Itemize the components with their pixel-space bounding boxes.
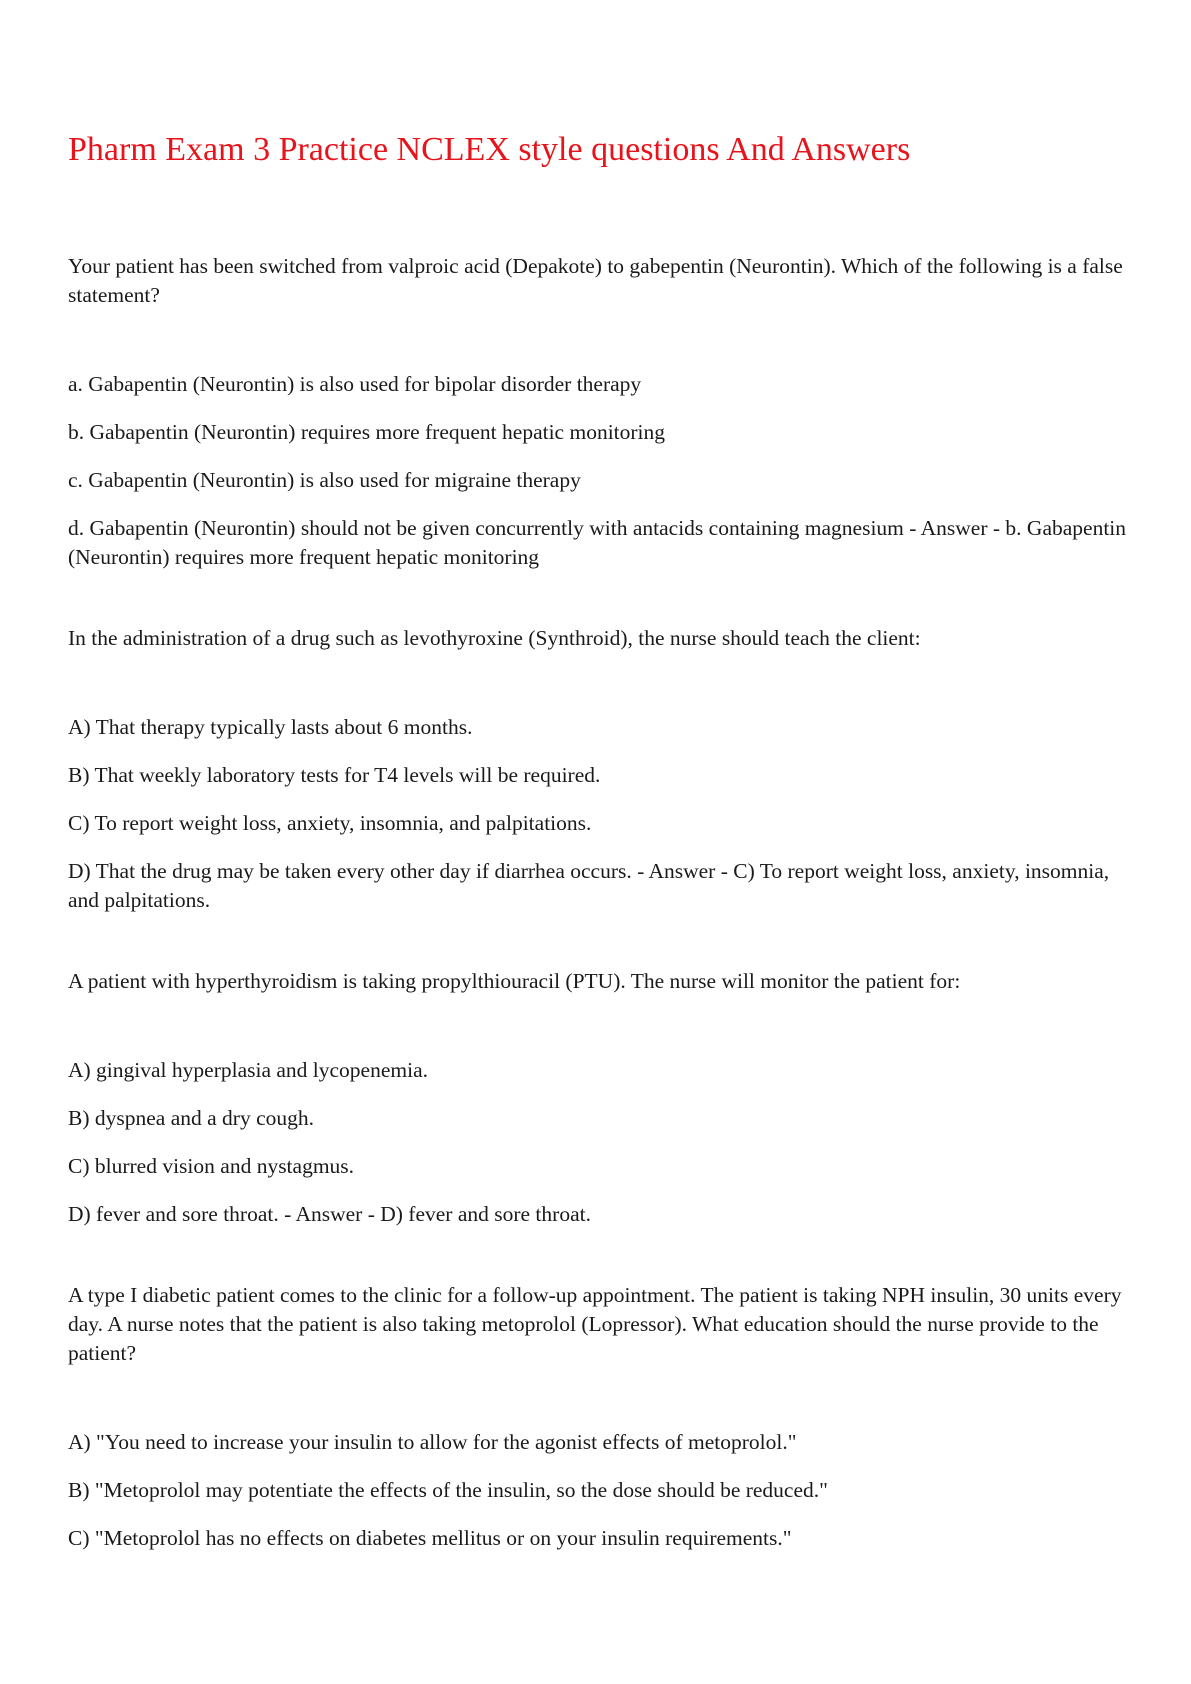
question-stem: A patient with hyperthyroidism is taking propylthiouracil (PTU). The nurse will monitor the patient for: bbox=[68, 969, 961, 993]
answer-option: D) fever and sore throat. - Answer - D) fever and sore throat. bbox=[68, 1202, 591, 1226]
answer-option: C) blurred vision and nystagmus. bbox=[68, 1154, 355, 1178]
answer-option: B) dyspnea and a dry cough. bbox=[68, 1106, 314, 1130]
answer-option: d. Gabapentin (Neurontin) should not be given concurrently with antacids containing magnesium - Answer - b. Gabapentin (Neurontin) requires more frequent hepatic monitoring bbox=[68, 516, 1127, 569]
answer-option: b. Gabapentin (Neurontin) requires more frequent hepatic monitoring bbox=[68, 420, 666, 444]
answer-option: C) "Metoprolol has no effects on diabetes mellitus or on your insulin requirements." bbox=[68, 1526, 792, 1550]
question-4 bbox=[68, 1281, 1128, 1553]
question-stem: A type I diabetic patient comes to the clinic for a follow-up appointment. The patient is taking NPH insulin, 30 units every day. A nurse notes that the patient is also taking metoprolol (Lopressor). What education should the nurse provide to the patient? bbox=[68, 1283, 1122, 1365]
answer-option: B) That weekly laboratory tests for T4 levels will be required. bbox=[68, 763, 601, 787]
question-stem: Your patient has been switched from valproic acid (Depakote) to gabepentin (Neurontin). Which of the following is a false statement? bbox=[68, 254, 1123, 307]
answer-option: C) To report weight loss, anxiety, insomnia, and palpitations. bbox=[68, 811, 592, 835]
question-3 bbox=[68, 967, 1128, 1229]
answer-option: A) "You need to increase your insulin to allow for the agonist effects of metoprolol." bbox=[68, 1430, 797, 1454]
document-title: Pharm Exam 3 Practice NCLEX style questions And Answers bbox=[68, 131, 911, 168]
answer-option: D) That the drug may be taken every other day if diarrhea occurs. - Answer - C) To report weight loss, anxiety, insomnia, and palpitations. bbox=[68, 859, 1110, 912]
answer-option: a. Gabapentin (Neurontin) is also used for bipolar disorder therapy bbox=[68, 372, 642, 396]
question-1 bbox=[68, 252, 1128, 572]
question-stem: In the administration of a drug such as levothyroxine (Synthroid), the nurse should teach the client: bbox=[68, 626, 921, 650]
answer-option: A) gingival hyperplasia and lycopenemia. bbox=[68, 1058, 429, 1082]
answer-option: c. Gabapentin (Neurontin) is also used for migraine therapy bbox=[68, 468, 581, 492]
answer-option: B) "Metoprolol may potentiate the effects of the insulin, so the dose should be reduced." bbox=[68, 1478, 828, 1502]
answer-option: A) That therapy typically lasts about 6 months. bbox=[68, 715, 473, 739]
document-page bbox=[68, 130, 1128, 1605]
question-2 bbox=[68, 624, 1128, 915]
